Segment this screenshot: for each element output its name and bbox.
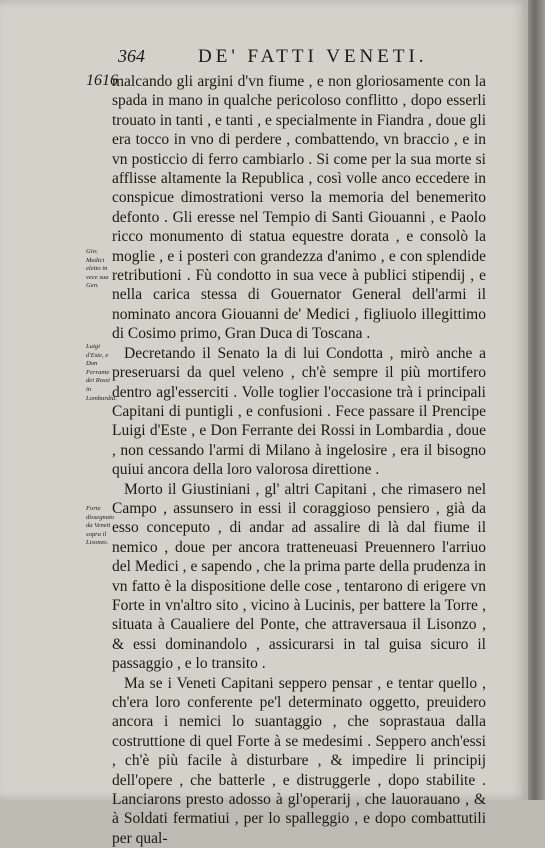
paragraph: Morto il Giustiniani , gl' altri Capitani , che rimasero nel Campo , assunsero in essi il coraggioso pensiero , già da esso conceputo , di andar ad assalire di là dal fiume il nemico , doue per ancora tratteneuasi Preuennero l'arriuo del Medici , e sapendo , che la prima parte della prudenza in vn fatto è la dispositione delle cose , tentarono di erigere vn Forte in vn'altro sito , vicino à Lucinis, per battere la Torre , situata à Caualiere del Ponte, che attraversaua il Lisonzo , & essi dominandolo , assicurarsi in tal guisa sicuro il passaggio , e lo transito . [112,480,486,673]
page-edge-shadow [528,0,545,800]
page-header [118,46,498,68]
paragraph: Decretando il Senato la di lui Condotta , mirò anche a preseruarsi da quel veleno , ch'è sempre il più mortifero dentro agl'esserciti . Volle toglier l'occasione trà i principali Capitani di puntigli , e confusioni . Fece passare il Prencipe Luigi d'Este , e Don Ferrante dei Rossi in Lombardia , doue , non cessando l'armi di Milano à ingelosire , era il bisogno quiui ancora della loro valorosa direttione . [112,344,486,479]
body-text [112,72,486,848]
paragraph: Ma se i Veneti Capitani seppero pensar , e tentar quello , ch'era loro conferente pe'l determinato oggetto, preuidero ancora i nemici lo suantaggio , che soprastaua dalla costruttione di quel Forte à se medesimi . Seppero anch'essi , ch'è più facile à disturbare , & impedire li principij dell'opere , che batterle , e distruggerle , dopo stabilite . Lanciarons presto adosso à gl'operarij , che lauorauano , & à Soldati fermatiui , per lo spalleggio , e dopo combattutili per qual- [112,674,486,847]
margin-note-este: Luigi d'Este, e Don Ferrante dei Rossi in Lombardia. [86,343,117,402]
margin-note-forte: Forte dissegnato da Veneti sopra il Lisonzo. [86,505,115,547]
paragraph: malcando gli argini d'vn fiume , e non gloriosamente con la spada in mano in qualche pericoloso conflitto , dopo esserli trouato in tanti , e tanti , e specialmente in Fiandra , doue gli era tocco in vno di perdere , combattendo, vn braccio , e in vn posticcio di ferro cambiarlo . Si come per la sua morte si afflisse altamente la Republica , così volle anco eccedere in conspicue dimostrationi verso la memoria del benemerito defonto . Gli eresse nel Tempio di Santi Giouanni , e Paolo ricco monumento di statua equestre dorata , e consolò la moglie , e i posteri con grandezza d'animo , e con splendide retributioni . Fù condotto in sua vece à publici stipendij , e nella carica stessa di Gouernator General dell'armi il nominato ancora Giouanni de' Medici , figliuolo illegittimo di Cosimo primo, Gran Duca di Toscana . [112,73,486,343]
running-head: DE' FATTI VENETI. [198,46,428,67]
page-number: 364 [118,46,145,66]
margin-year: 1616 [86,72,118,89]
margin-note-medici: Gio: Medici eletto in vece sua Gen. [86,248,109,290]
